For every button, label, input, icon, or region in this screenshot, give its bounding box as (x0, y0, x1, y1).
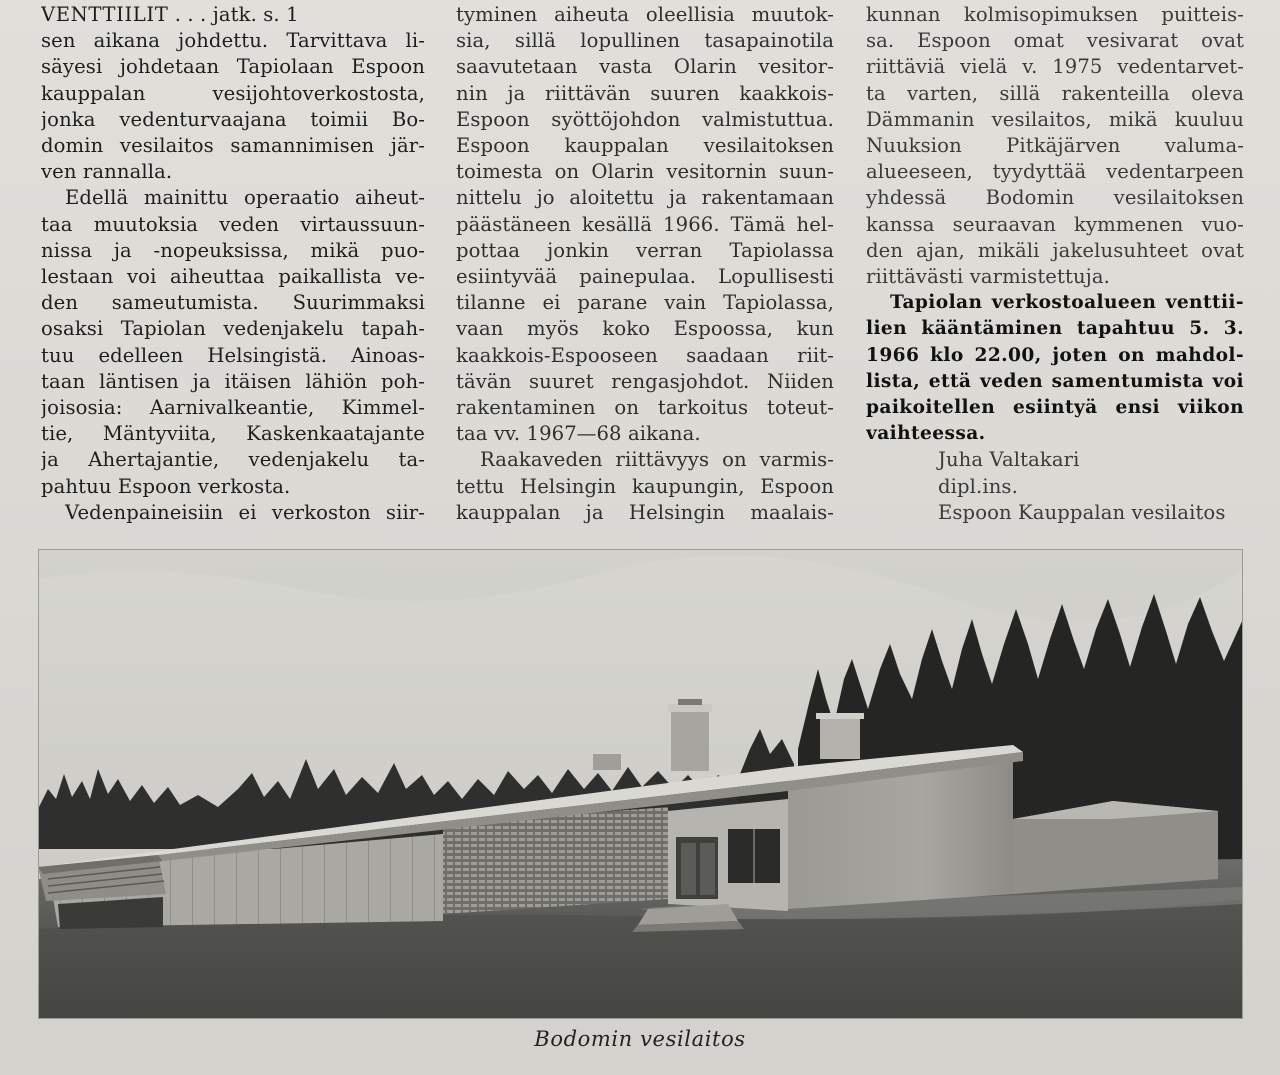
text-line: ta varten, sillä rakenteilla oleva (866, 81, 1244, 105)
text-line: Nuuksion Pitkäjärven valuma- (866, 134, 1244, 158)
heading-title: VENTTIILIT (41, 3, 169, 26)
text-line: Espoon Kauppalan vesilaitos (938, 500, 1226, 524)
text-line: Juha Valtakari (938, 448, 1080, 472)
text-line: den sameutumista. Suurimmaksi (41, 291, 425, 315)
text-line: nittelu jo aloitettu ja rakentamaan (456, 186, 834, 210)
text-line: dipl.ins. (938, 474, 1018, 498)
text-line: joisosia: Aarnivalkeantie, Kimmel- (41, 396, 425, 420)
text-line: vaan myös koko Espoossa, kun (456, 317, 834, 341)
text-line: Dämmanin vesilaitos, mikä kuuluu (866, 107, 1244, 131)
column-3-lines (866, 2, 1244, 526)
text-line: Espoon kauppalan vesilaitoksen (456, 134, 834, 158)
text-line: lien kääntäminen tapahtuu 5. 3. (866, 318, 1244, 340)
text-line: taa vv. 1967—68 aikana. (456, 422, 701, 446)
text-line: vaihteessa. (866, 423, 986, 445)
text-line: nin ja riittävän suuren kaakkois- (456, 81, 834, 105)
text-line: pottaa jonkin verran Tapiolassa (456, 238, 834, 262)
text-line: lestaan voi aiheuttaa paikallista ve- (41, 265, 425, 289)
text-line: toimesta on Olarin vesitornin suun- (456, 160, 834, 184)
photo-illustration (38, 549, 1243, 1019)
text-line: kaakkois-Espooseen saadaan riit- (456, 343, 834, 367)
building-photo (38, 549, 1243, 1019)
text-line: paikoitellen esiintyä ensi viikon (866, 397, 1244, 419)
text-line: Raakaveden riittävyys on varmis- (480, 448, 834, 472)
text-line: rakentaminen on tarkoitus toteut- (456, 396, 834, 420)
text-line: Tapiolan verkostoalueen venttii- (890, 292, 1244, 314)
text-line: Espoon syöttöjohdon valmistuttua. (456, 107, 834, 131)
text-line: sa. Espoon omat vesivarat ovat (866, 29, 1244, 53)
text-line: ja Ahertajantie, vedenjakelu ta- (41, 448, 425, 472)
text-line: tävän suuret rengasjohdot. Niiden (456, 369, 834, 393)
column-1-lines (41, 28, 425, 526)
article-column-1 (41, 2, 425, 526)
text-line: Vedenpaineisiin ei verkoston siir- (65, 500, 425, 524)
text-line: den ajan, mikäli jakelusuhteet ovat (866, 238, 1244, 262)
text-line: pahtuu Espoon verkosta. (41, 474, 291, 498)
text-line: säyesi johdetaan Tapiolaan Espoon (41, 55, 425, 79)
text-line: kauppalan vesijohtoverkostosta, (41, 81, 425, 105)
text-line: esiintyvää painepulaa. Lopullisesti (456, 265, 834, 289)
text-line: nissa ja -nopeuksissa, mikä puo- (41, 238, 425, 262)
text-line: alueeseen, tyydyttää vedentarpeen (866, 160, 1244, 184)
text-line: kauppalan ja Helsingin maalais- (456, 500, 834, 524)
text-line: kunnan kolmisopimuksen puitteis- (866, 3, 1244, 26)
text-line: tie, Mäntyviita, Kaskenkaatajante (41, 422, 425, 446)
text-line: riittävästi varmistettuja. (866, 265, 1110, 289)
text-line: päästäneen kesällä 1966. Tämä hel- (456, 212, 834, 236)
text-line: jonka vedenturvaajana toimii Bo- (41, 107, 425, 131)
text-line: domin vesilaitos samannimisen jär- (41, 134, 425, 158)
text-line: ven rannalla. (41, 160, 173, 184)
text-line: tilanne ei parane vain Tapiolassa, (456, 291, 834, 315)
text-line: taa muutoksia veden virtaussuun- (41, 212, 425, 236)
photo-caption: Bodomin vesilaitos (534, 1027, 746, 1051)
text-line: riittäviä vielä v. 1975 vedentarvet- (866, 55, 1244, 79)
article-column-3 (866, 2, 1244, 526)
heading-continuation: . . . jatk. s. 1 (168, 3, 299, 26)
text-line: saavutetaan vasta Olarin vesitor- (456, 55, 834, 79)
text-line: yhdessä Bodomin vesilaitoksen (866, 186, 1244, 210)
text-line: tyminen aiheuta oleellisia muutok- (456, 3, 834, 26)
text-line: 1966 klo 22.00, joten on mahdol- (866, 344, 1244, 366)
text-line: sen aikana johdettu. Tarvittava li- (41, 29, 425, 53)
column-2-lines (456, 2, 834, 526)
text-line: sia, sillä lopullinen tasapainotila (456, 29, 834, 53)
text-line: tuu edelleen Helsingistä. Ainoas- (41, 343, 425, 367)
text-line: osaksi Tapiolan vedenjakelu tapah- (41, 317, 425, 341)
text-line: taan läntisen ja itäisen lähiön poh- (41, 369, 425, 393)
article-heading (41, 2, 425, 28)
text-line: lista, että veden samentumista voi (866, 370, 1244, 392)
text-line: Edellä mainittu operaatio aiheut- (65, 186, 425, 210)
text-line: kanssa seuraavan kymmenen vuo- (866, 212, 1244, 236)
article-column-2 (456, 2, 834, 526)
text-line: tettu Helsingin kaupungin, Espoon (456, 474, 834, 498)
